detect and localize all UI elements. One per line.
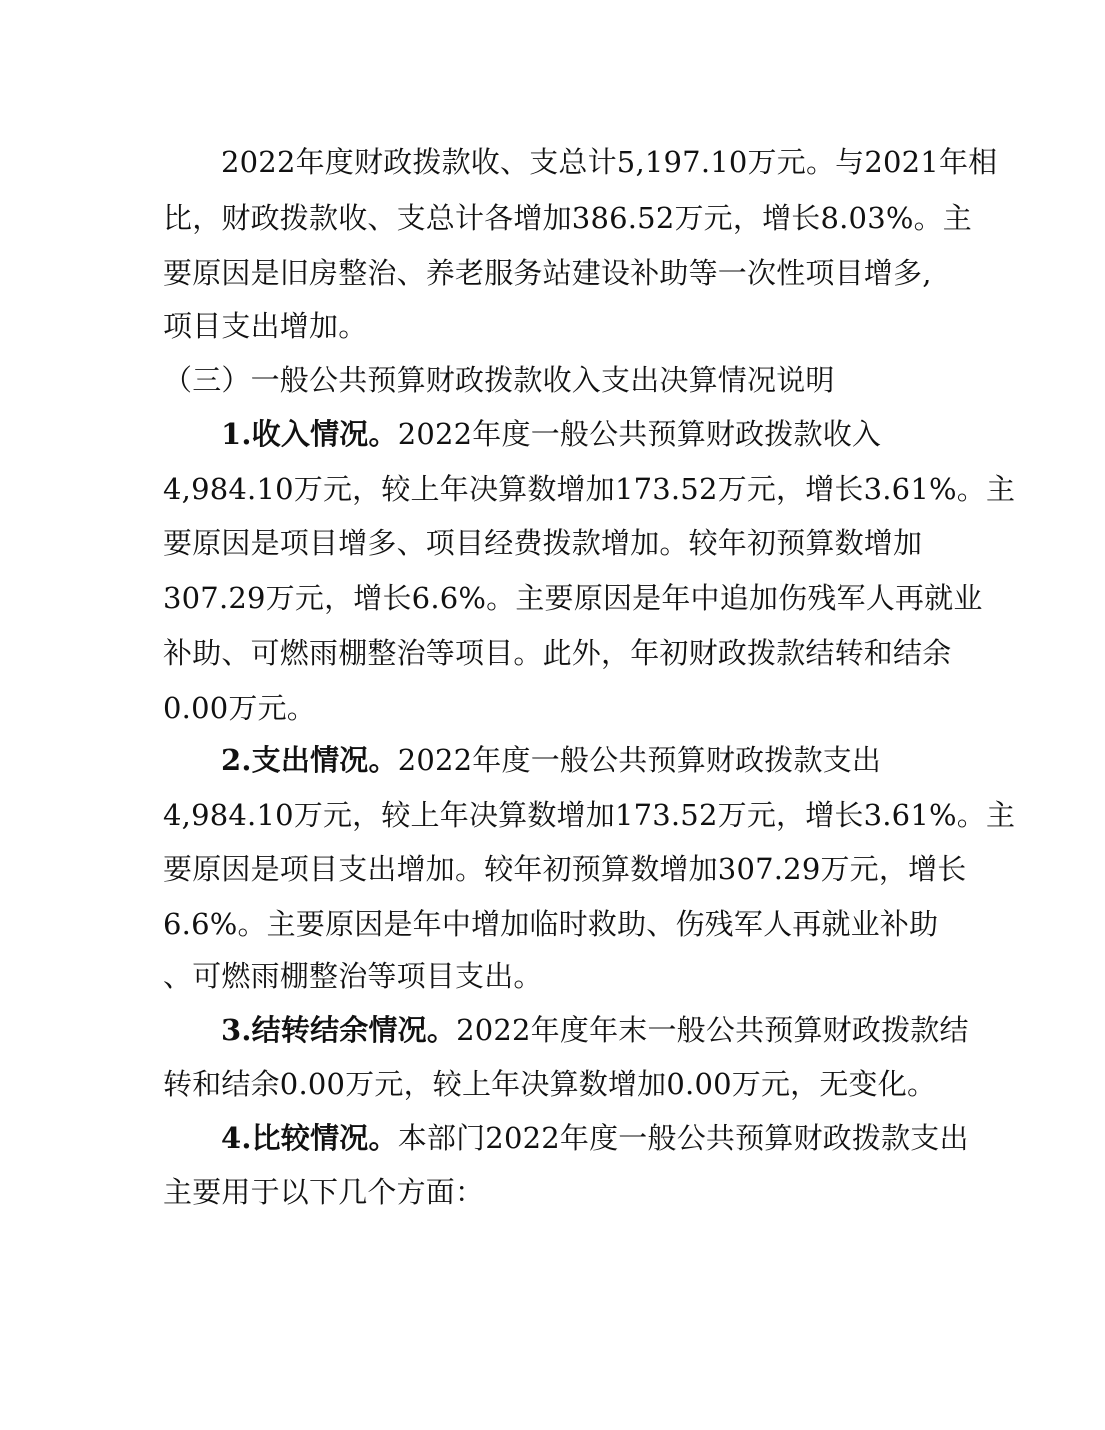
paragraph-1-line-4: 项目支出增加。	[163, 309, 368, 343]
income-line-1-text: 2022年度一般公共预算财政拨款收入	[397, 417, 882, 451]
section-3-heading: （三）一般公共预算财政拨款收入支出决算情况说明	[163, 363, 835, 397]
comparison-line-1-text: 本部门2022年度一般公共预算财政拨款支出	[397, 1121, 969, 1155]
income-line-6: 0.00万元。	[163, 691, 316, 725]
paragraph-1-line-1: 2022年度财政拨款收、支总计5,197.10万元。与2021年相	[221, 145, 998, 179]
income-line-5: 补助、可燃雨棚整治等项目。此外，年初财政拨款结转和结余	[163, 636, 952, 670]
income-line-3: 要原因是项目增多、项目经费拨款增加。较年初预算数增加	[163, 526, 923, 560]
comparison-line-2: 主要用于以下几个方面：	[163, 1175, 485, 1209]
expenditure-line-5: 、可燃雨棚整治等项目支出。	[163, 959, 543, 993]
comparison-line-1	[221, 1112, 969, 1164]
carryover-line-1-text: 2022年度年末一般公共预算财政拨款结	[456, 1013, 969, 1047]
carryover-line-2: 转和结余0.00万元，较上年决算数增加0.00万元，无变化。	[163, 1067, 937, 1101]
income-line-1	[221, 408, 881, 460]
income-label: 1.收入情况。	[221, 417, 398, 451]
expenditure-line-3: 要原因是项目支出增加。较年初预算数增加307.29万元，增长	[163, 852, 967, 886]
expenditure-label: 2.支出情况。	[221, 743, 398, 777]
expenditure-line-2: 4,984.10万元，较上年决算数增加173.52万元，增长3.61%。主	[163, 798, 1016, 832]
carryover-line-1	[221, 1004, 969, 1056]
carryover-label: 3.结转结余情况。	[221, 1013, 457, 1047]
expenditure-line-1	[221, 734, 881, 786]
paragraph-1-line-3: 要原因是旧房整治、养老服务站建设补助等一次性项目增多,	[163, 256, 932, 290]
expenditure-line-1-text: 2022年度一般公共预算财政拨款支出	[397, 743, 882, 777]
expenditure-line-4: 6.6%。主要原因是年中增加临时救助、伤残军人再就业补助	[163, 907, 939, 941]
comparison-label: 4.比较情况。	[221, 1121, 398, 1155]
paragraph-1-line-2: 比，财政拨款收、支总计各增加386.52万元，增长8.03%。主	[163, 201, 972, 235]
income-line-2: 4,984.10万元，较上年决算数增加173.52万元，增长3.61%。主	[163, 472, 1016, 506]
income-line-4: 307.29万元，增长6.6%。主要原因是年中追加伤残军人再就业	[163, 581, 983, 615]
